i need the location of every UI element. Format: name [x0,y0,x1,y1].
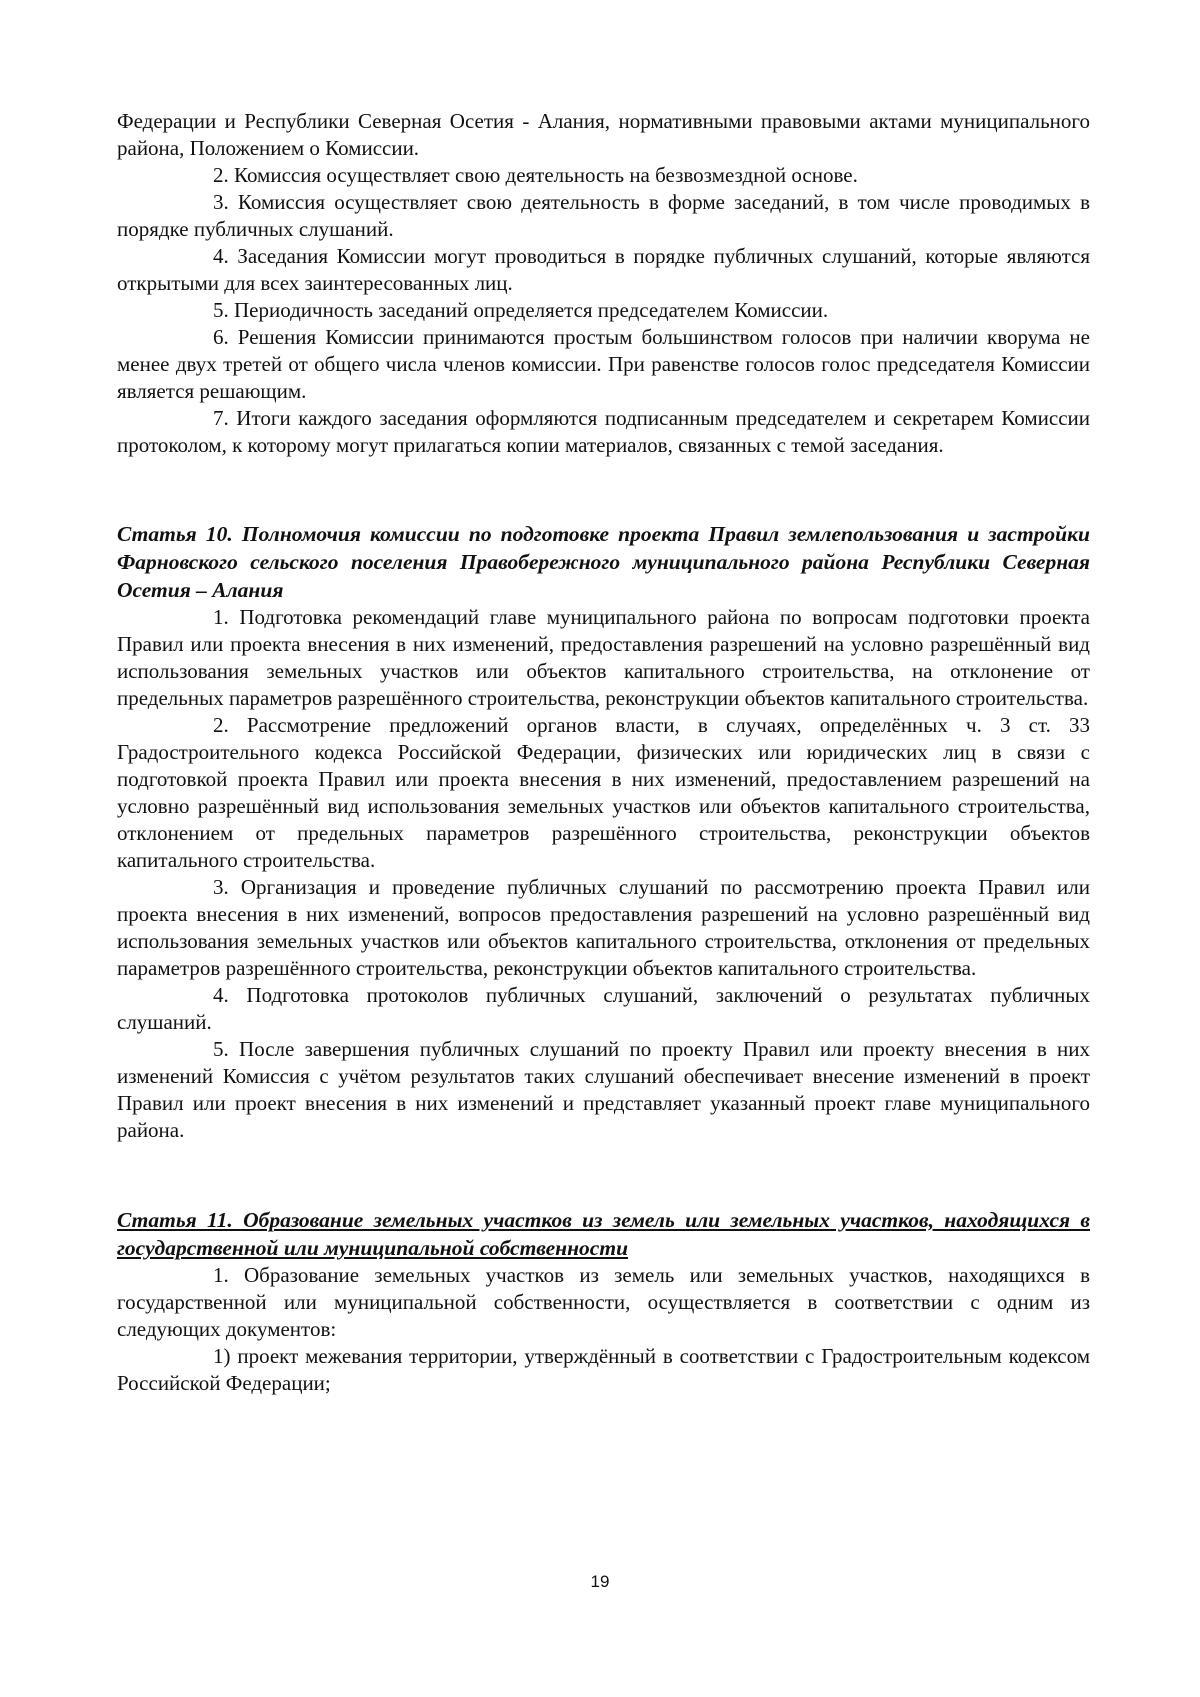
paragraph-item: 1) проект межевания территории, утверждённый в соответствии с Градостроительным кодексом Российской Федерации; [117,1344,1090,1395]
article-11-heading [117,1206,1090,1262]
intro-section [117,108,1090,459]
paragraph-item: 5. После завершения публичных слушаний по проекту Правил или проекту внесения в них изменений Комиссия с учётом результатов таких слушаний обеспечивает внесение изменений в проект Правил или проект внесения в них изменений и представляет указанный проект главе муниципального района. [117,1037,1090,1142]
article-10-heading: Статья 10. Полномочия комиссии по подготовке проекта Правил землепользования и застройки Фарновского сельского поселения Правобережного муниципального района Республики Северная Осетия – Алания [117,522,1090,602]
paragraph-item: 4. Подготовка протоколов публичных слушаний, заключений о результатах публичных слушаний. [117,983,1090,1034]
article-11-section [117,1206,1090,1397]
paragraph-item: 7. Итоги каждого заседания оформляются подписанным председателем и секретарем Комиссии протоколом, к которому могут прилагаться копии материалов, связанных с темой заседания. [117,406,1090,457]
paragraph-item: 4. Заседания Комиссии могут проводиться в порядке публичных слушаний, которые являются открытыми для всех заинтересованных лиц. [117,244,1090,295]
paragraph-item: 1. Подготовка рекомендаций главе муниципального района по вопросам подготовки проекта Правил или проекта внесения в них изменений, предоставления разрешений на условно разрешённый вид использования земельных участков или объектов капитального строительства, на отклонение от предельных параметров разрешённого строительства, реконструкции объектов капитального строительства. [117,605,1090,710]
paragraph-item: 5. Периодичность заседаний определяется председателем Комиссии. [213,298,829,322]
paragraph-continuation: Федерации и Республики Северная Осетия - Алания, нормативными правовыми актами муниципального района, Положением о Комиссии. [117,109,1090,160]
page-number: 19 [590,1572,610,1591]
paragraph-item: 1. Образование земельных участков из земель или земельных участков, находящихся в государственной или муниципальной собственности, осуществляется в соответствии с одним из следующих документов: [117,1263,1090,1341]
paragraph-item: 2. Комиссия осуществляет свою деятельность на безвозмездной основе. [213,163,858,187]
paragraph-item: 3. Комиссия осуществляет свою деятельность в форме заседаний, в том числе проводимых в порядке публичных слушаний. [117,190,1090,241]
article-10-section [117,520,1090,1144]
paragraph-item: 6. Решения Комиссии принимаются простым большинством голосов при наличии кворума не менее двух третей от общего числа членов комиссии. При равенстве голосов голос председателя Комиссии является решающим. [117,325,1090,403]
section-spacer [117,1144,1090,1206]
section-spacer [117,459,1090,520]
document-page [117,108,1090,1397]
paragraph-item: 3. Организация и проведение публичных слушаний по рассмотрению проекта Правил или проекта внесения в них изменений, вопросов предоставления разрешений на условно разрешённый вид использования земельных участков или объектов капитального строительства, отклонения от предельных параметров разрешённого строительства, реконструкции объектов капитального строительства. [117,875,1090,980]
paragraph-item: 2. Рассмотрение предложений органов власти, в случаях, определённых ч. 3 ст. 33 Градостроительного кодекса Российской Федерации, физических или юридических лиц в связи с подготовкой проекта Правил или проекта внесения в них изменений, предоставлением разрешений на условно разрешённый вид использования земельных участков или объектов капитального строительства, отклонением от предельных параметров разрешённого строительства, реконструкции объектов капитального строительства. [117,713,1090,872]
article-11-heading-text: Статья 11. Образование земельных участков из земель или земельных участков, находящихся в государственной или муниципальной собственности [117,1208,1090,1260]
